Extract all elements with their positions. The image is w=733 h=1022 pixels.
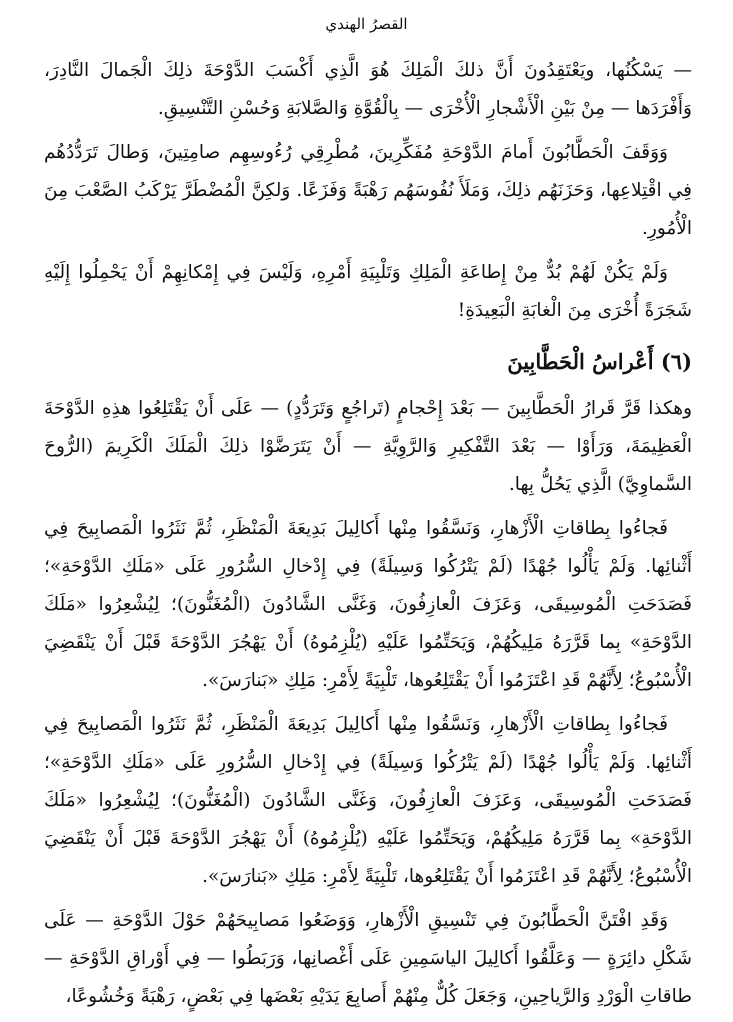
- paragraph: وهكذا قَرَّ قَرارُ الْحَطَّابِينَ — بَعْدَ إِحْجامٍ (تَراجُعٍ وَتَرَدُّدٍ) — عَلَى أَنْ يَقْتَلِعُوا هذِهِ الدَّوْحَةَ الْعَظِيمَةَ، وَرَأَوْا — بَعْدَ التَّفْكِيرِ وَالرَّوِيَّةِ — أَنْ يَتَرَضَّوْا ذلِكَ الْمَلَكَ الْكَرِيمَ (الرُّوحَ السَّماوِيَّ) الَّذِي يَحُلُّ بِها.: [44, 398, 692, 495]
- paragraph: فَجاءُوا بِطاقاتِ الْأَزْهارِ، وَنَسَّقُوا مِنْها أَكالِيلَ بَدِيعَةَ الْمَنْظَرِ، ثُمَّ نَثَرُوا الْمَصابِيحَ فِي أَثْنائِها. وَلَمْ يَأْلُوا جُهْدًا (لَمْ يَتْرُكُوا وَسِيلَةً) فِي إِدْخالِ السُّرُورِ عَلَى «مَلَكِ الدَّوْحَةِ»؛ فَصَدَحَتِ الْمُوسِيقَى، وَعَزَفَ الْعازِفُونَ، وَغَنَّى الشَّادُونَ (الْمُغَنُّونَ)؛ لِيُشْعِرُوا «مَلَكَ الدَّوْحَةِ» بِما قَرَّرَهُ مَلِيكُهُمْ، وَيَحَتِّمُوا عَلَيْهِ (يُلْزِمُوهُ) أَنْ يَهْجُرَ الدَّوْحَةَ قَبْلَ أَنْ يَنْقَضِيَ الْأُسْبُوعُ؛ لِأَنَّهُمْ قَدِ اعْتَزَمُوا أَنْ يَقْتَلِعُوها، تَلْبِيَةً لِأَمْرِ: مَلِكِ «بَنارَسَ».: [44, 714, 692, 887]
- running-header: القصرُ الهندي: [325, 15, 408, 33]
- page-body: [44, 52, 692, 1022]
- paragraph: فَجاءُوا بِطاقاتِ الْأَزْهارِ، وَنَسَّقُوا مِنْها أَكالِيلَ بَدِيعَةَ الْمَنْظَرِ، ثُمَّ نَثَرُوا الْمَصابِيحَ فِي أَثْنائِها. وَلَمْ يَأْلُوا جُهْدًا (لَمْ يَتْرُكُوا وَسِيلَةً) فِي إِدْخالِ السُّرُورِ عَلَى «مَلَكِ الدَّوْحَةِ»؛ فَصَدَحَتِ الْمُوسِيقَى، وَعَزَفَ الْعازِفُونَ، وَغَنَّى الشَّادُونَ (الْمُغَنُّونَ)؛ لِيُشْعِرُوا «مَلَكَ الدَّوْحَةِ» بِما قَرَّرَهُ مَلِيكُهُمْ، وَيَحَتِّمُوا عَلَيْهِ (يُلْزِمُوهُ) أَنْ يَهْجُرَ الدَّوْحَةَ قَبْلَ أَنْ يَنْقَضِيَ الْأُسْبُوعُ؛ لِأَنَّهُمْ قَدِ اعْتَزَمُوا أَنْ يَقْتَلِعُوها، تَلْبِيَةً لِأَمْرِ: مَلِكِ «بَنارَسَ».: [44, 518, 692, 691]
- section-heading: (٦) أَعْراسُ الْحَطَّابِينَ: [507, 349, 692, 374]
- paragraph: وَلَمْ يَكُنْ لَهُمْ بُدٌّ مِنْ إِطاعَةِ الْمَلِكِ وَتَلْبِيَةِ أَمْرِهِ، وَلَيْسَ فِي إِمْكانِهِمْ أَنْ يَحْمِلُوا إِلَيْهِ شَجَرَةً أُخْرَى مِنَ الْغابَةِ الْبَعِيدَةِ!: [44, 262, 692, 321]
- paragraph: وَقَدِ افْتَنَّ الْحَطَّابُونَ فِي تَنْسِيقِ الْأَزْهارِ، وَوَضَعُوا مَصابِيحَهُمْ حَوْلَ الدَّوْحَةِ — عَلَى شَكْلِ دائِرَةٍ — وَعَلَّقُوا أَكالِيلَ الياسَمِينِ عَلَى أَغْصانِها، وَرَبَطُوا — فِي أَوْراقِ الدَّوْحَةِ — طاقاتِ الْوَرْدِ وَالرَّياحِينِ، وَجَعَلَ كُلٌّ مِنْهُمْ أَصابِعَ يَدَيْهِ بَعْضَها فِي بَعْضٍ، رَهْبَةً وَخُشُوعًا،: [44, 910, 692, 1007]
- paragraph: — يَسْكُنُها، ويَعْتَقِدُونَ أَنَّ ذلكَ الْمَلِكَ هُوَ الَّذِي أَكْسَبَ الدَّوْحَةَ ذلِكَ الْجَمالَ النَّادِرَ، وَأَفْرَدَها — مِنْ بَيْنِ الْأَشْجارِ الْأُخْرَى — بِالْقُوَّةِ وَالصَّلابَةِ وَحُسْنِ التَّنْسِيقِ.: [44, 60, 692, 119]
- paragraph: وَوَقَفَ الْحَطَّابُونَ أَمامَ الدَّوْحَةِ مُفَكِّرِينَ، مُطْرِقِي رُءُوسِهِم صامِتِينَ، وَطالَ تَرَدُّدُهُم فِي اقْتِلاعِها، وَحَزَنَهُم ذلِكَ، وَمَلَأَ نُفُوسَهُم رَهْبَةً وَفَزَعًا. وَلكِنَّ الْمُضْطَرَّ يَرْكَبُ الصَّعْبَ مِنَ الْأُمُورِ.: [44, 142, 692, 239]
